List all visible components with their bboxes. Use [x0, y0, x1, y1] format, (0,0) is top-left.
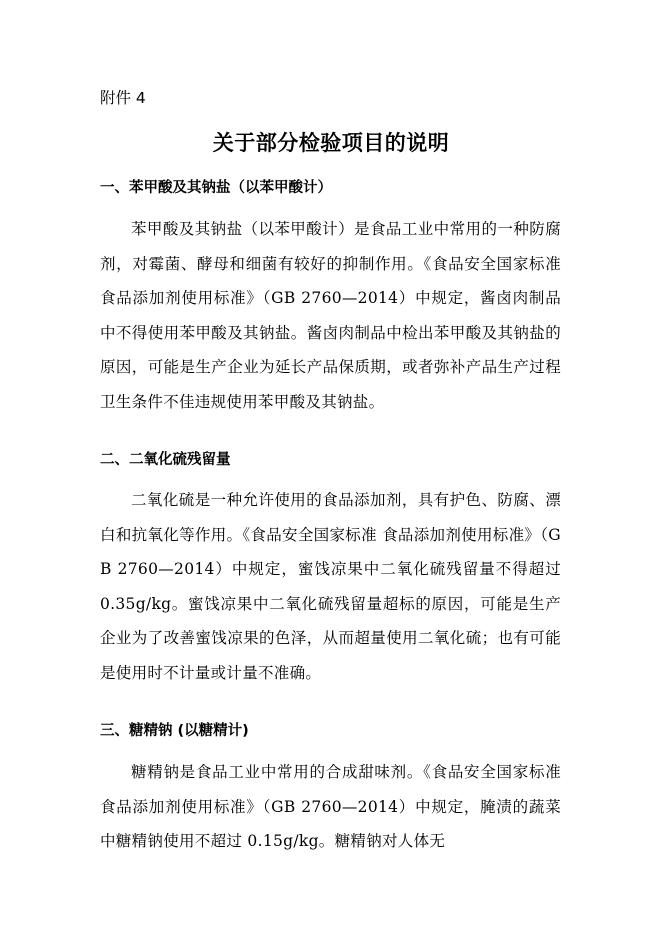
section-body-benzoic-acid: 苯甲酸及其钠盐（以苯甲酸计）是食品工业中常用的一种防腐剂，对霉菌、酵母和细菌有较好的抑制作用。《食品安全国家标准 食品添加剂使用标准》（GB 2760—2014）中规定，酱卤肉制品中不得使用苯甲酸及其钠盐。酱卤肉制品中检出苯甲酸及其钠盐的原因，可能是生产企业为延长产品保质期，或者弥补产品生产过程卫生条件不佳违规使用苯甲酸及其钠盐。: [100, 220, 561, 411]
section-heading-benzoic-acid: 一、苯甲酸及其钠盐（以苯甲酸计）: [100, 180, 332, 196]
section-body-sulfur-dioxide: 二氧化硫是一种允许使用的食品添加剂，具有护色、防腐、漂白和抗氧化等作用。《食品安全国家标准 食品添加剂使用标准》（GB 2760—2014）中规定，蜜饯凉果中二氧化硫残留量不得超过 0.35g/kg。蜜饯凉果中二氧化硫残留量超标的原因，可能是生产企业为了改善蜜饯凉果的色泽，从而超量使用二氧化硫；也有可能是使用时不计量或计量不准确。: [100, 491, 561, 682]
section-heading-saccharin-sodium: 三、糖精钠 (以糖精计): [100, 723, 249, 739]
page-title: 关于部分检验项目的说明: [212, 131, 450, 155]
attachment-label: 附件 4: [100, 89, 146, 107]
section-heading-sulfur-dioxide: 二、二氧化硫残留量: [100, 452, 231, 468]
section-body-saccharin-sodium: 糖精钠是食品工业中常用的合成甜味剂。《食品安全国家标准食品添加剂使用标准》（GB 2760—2014）中规定，腌渍的蔬菜中糖精钠使用不超过 0.15g/kg。糖精钠对人体无: [100, 763, 561, 850]
